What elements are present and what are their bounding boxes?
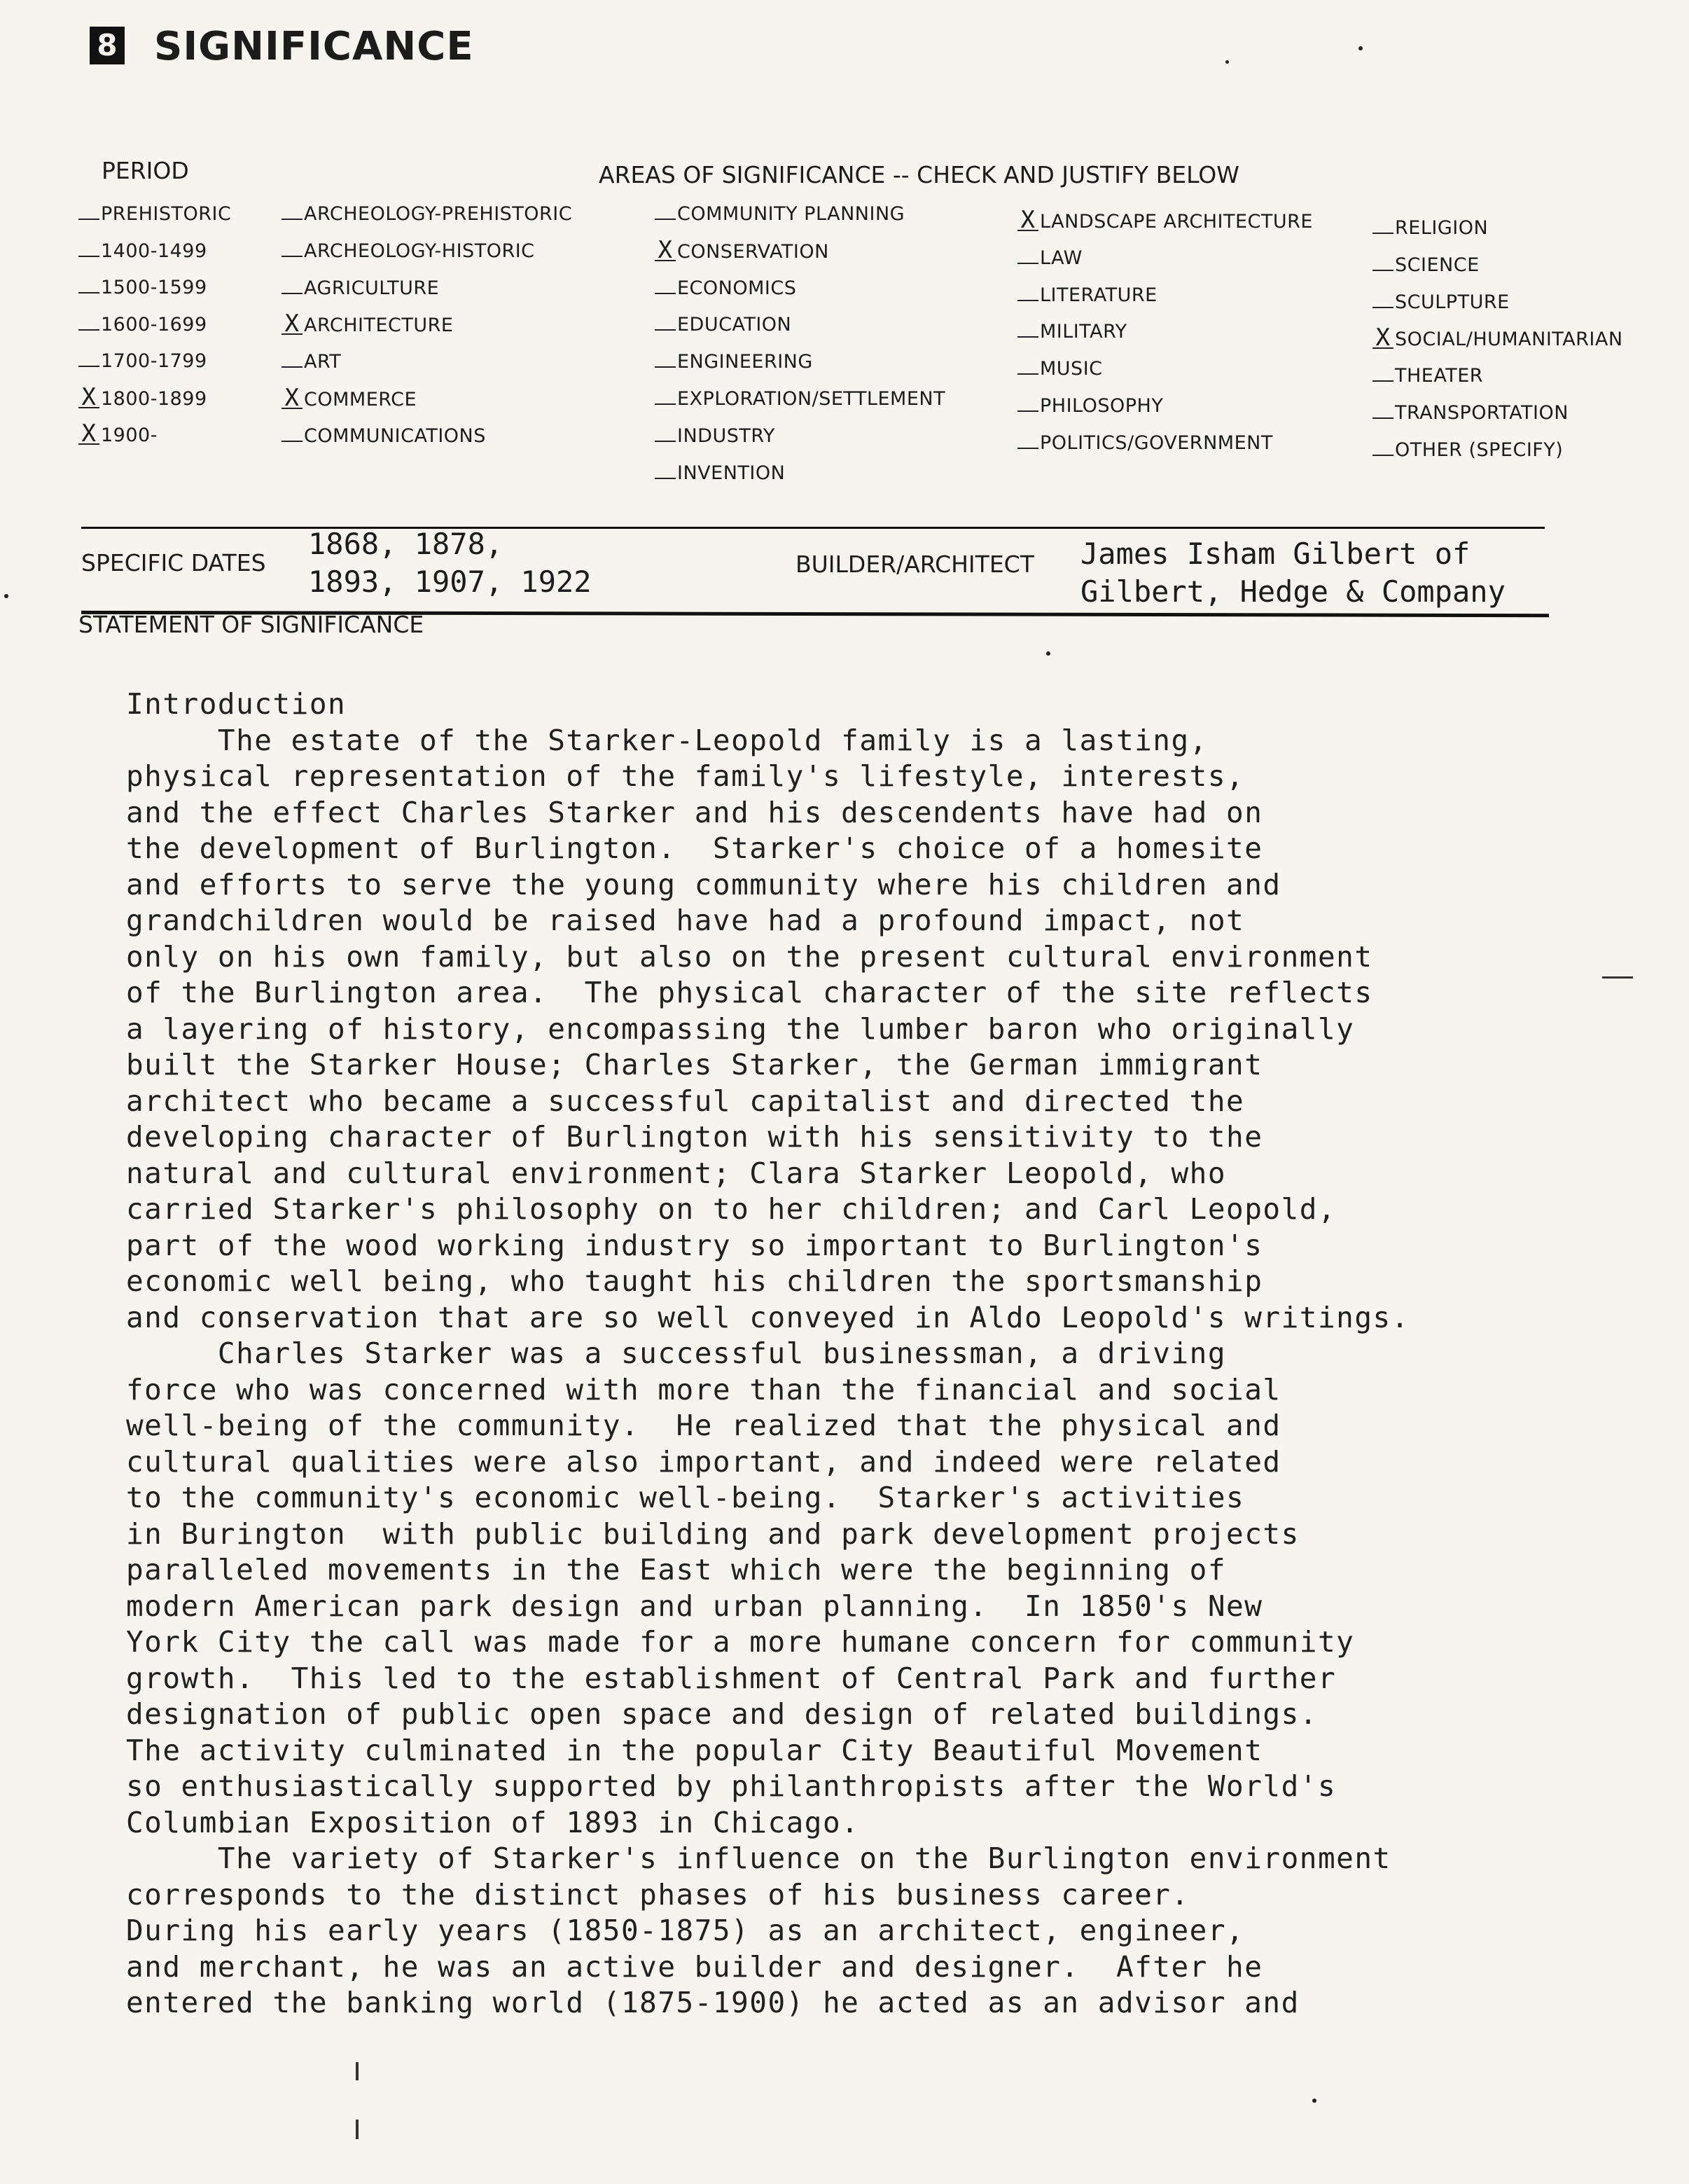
checklist-item <box>655 351 813 373</box>
checklist-label: EDUCATION <box>677 314 792 336</box>
statement-line: designation of public open space and design of related buildings. <box>126 1697 1318 1731</box>
statement-line: force who was concerned with more than the financial and social <box>126 1372 1281 1407</box>
statement-line: modern American park design and urban planning. In 1850's New <box>126 1589 1263 1623</box>
statement-line: so enthusiastically supported by philanthropists after the World's <box>126 1769 1337 1803</box>
statement-line: Charles Starker was a successful businessman, a driving <box>126 1336 1227 1370</box>
checklist-item <box>655 314 791 336</box>
statement-line: physical representation of the family's lifestyle, interests, <box>126 759 1245 793</box>
scan-speck <box>1225 60 1229 64</box>
checklist-item <box>1372 291 1510 313</box>
checklist-label: 1600-1699 <box>101 313 207 336</box>
statement-line: corresponds to the distinct phases of his business career. <box>126 1877 1190 1912</box>
checklist-label: MILITARY <box>1040 321 1127 343</box>
statement-line: and efforts to serve the young community where his children and <box>126 867 1281 901</box>
checklist-label: ECONOMICS <box>677 277 797 299</box>
checklist-item <box>78 420 158 448</box>
statement-line: only on his own family, but also on the present cultural environment <box>126 939 1373 974</box>
check-mark <box>78 243 99 257</box>
checklist-item <box>1372 402 1569 424</box>
statement-line: The estate of the Starker-Leopold family is a lasting, <box>126 723 1208 757</box>
statement-body <box>126 686 1653 2021</box>
statement-of-significance-label: STATEMENT OF SIGNIFICANCE <box>78 611 424 638</box>
checklist-item <box>78 382 207 411</box>
check-mark <box>1017 361 1038 375</box>
checklist-item <box>282 277 439 299</box>
check-mark <box>655 391 676 405</box>
check-mark: X <box>78 424 99 445</box>
check-mark: X <box>282 388 303 409</box>
check-mark: X <box>1017 210 1038 231</box>
check-mark <box>78 353 99 367</box>
statement-line: growth. This led to the establishment of Central Park and further <box>126 1661 1337 1695</box>
statement-line: cultural qualities were also important, and indeed were related <box>126 1444 1281 1479</box>
check-mark: X <box>1372 328 1393 349</box>
checklist-item <box>1017 321 1127 343</box>
statement-line: grandchildren would be raised have had a profound impact, not <box>126 904 1245 937</box>
statement-line: the development of Burlington. Starker's choice of a homesite <box>126 831 1263 865</box>
check-mark <box>1372 220 1393 234</box>
check-mark <box>78 279 99 293</box>
checklist-label: POLITICS/GOVERNMENT <box>1040 431 1273 454</box>
checklist-item <box>1372 439 1563 461</box>
check-mark <box>655 206 676 220</box>
statement-line: carried Starker's philosophy on to her children; and Carl Leopold, <box>126 1192 1337 1226</box>
checklist-item <box>655 277 796 299</box>
statement-line: well-being of the community. He realized that the physical and <box>126 1409 1281 1442</box>
check-mark <box>655 317 676 331</box>
checklist-item <box>1017 432 1273 454</box>
checklist-label: INDUSTRY <box>677 424 775 447</box>
statement-line: and the effect Charles Starker and his descendents have had on <box>126 795 1263 829</box>
check-mark <box>282 428 303 442</box>
checklist-item <box>1372 217 1488 239</box>
checklist-item <box>655 462 785 484</box>
checklist-label: TRANSPORTATION <box>1395 402 1569 424</box>
checklist-label: SCIENCE <box>1395 254 1480 276</box>
top-rule <box>81 527 1545 529</box>
builder-architect-value: James Isham Gilbert of Gilbert, Hedge & Company <box>1080 537 1506 609</box>
checklist-label: ARCHITECTURE <box>304 315 454 337</box>
checklist-label: INVENTION <box>677 462 786 484</box>
check-mark <box>1017 324 1038 338</box>
statement-line: The activity culminated in the popular City Beautiful Movement <box>126 1733 1263 1767</box>
checklist-item <box>282 384 417 412</box>
statement-line: architect who became a successful capitalist and directed the <box>126 1084 1245 1118</box>
statement-line: in Burington with public building and park development projects <box>126 1516 1300 1551</box>
checklist-label: RELIGION <box>1395 217 1489 239</box>
checklist-item <box>282 425 486 447</box>
checklist-label: EXPLORATION/SETTLEMENT <box>677 388 946 410</box>
checklist-label: ARCHEOLOGY-PREHISTORIC <box>304 203 573 225</box>
statement-line: Introduction <box>126 687 347 721</box>
checklist-item <box>1372 365 1483 387</box>
scan-mark <box>1602 976 1633 979</box>
checklist-item <box>1372 324 1623 352</box>
checklist-label: 1800-1899 <box>101 387 207 410</box>
statement-line: a layering of history, encompassing the lumber baron who originally <box>126 1011 1355 1046</box>
section-title: SIGNIFICANCE <box>154 24 474 69</box>
statement-line: part of the wood working industry so important to Burlington's <box>126 1228 1263 1262</box>
checklist-item <box>282 310 454 338</box>
checklist-label: 1500-1599 <box>101 277 207 298</box>
section-badge: 8 <box>90 27 125 64</box>
checklist-item <box>1017 395 1163 417</box>
checklist-item <box>78 277 207 298</box>
scan-speck <box>1358 46 1363 50</box>
check-mark <box>1372 257 1393 271</box>
checklist-label: ENGINEERING <box>677 351 813 373</box>
check-mark <box>282 206 303 220</box>
statement-line: During his early years (1850-1875) as an architect, engineer, <box>126 1914 1245 1947</box>
checklist-label: MUSIC <box>1040 358 1103 380</box>
scan-speck <box>1312 2099 1316 2103</box>
statement-line: of the Burlington area. The physical character of the site reflects <box>126 976 1373 1009</box>
checklist-item <box>282 203 572 225</box>
checklist-item <box>282 240 535 262</box>
checklist-label: 1700-1799 <box>101 350 207 372</box>
checklist-item <box>655 235 829 264</box>
checklist-item <box>78 240 207 262</box>
check-mark <box>78 317 99 331</box>
checklist-item <box>655 425 775 447</box>
areas-heading: AREAS OF SIGNIFICANCE -- CHECK AND JUSTIFY BELOW <box>599 161 1239 188</box>
statement-line: developing character of Burlington with his sensitivity to the <box>126 1120 1263 1154</box>
check-mark <box>655 465 676 479</box>
checklist-item <box>655 203 905 225</box>
check-mark <box>1017 287 1038 301</box>
checklist-label: SOCIAL/HUMANITARIAN <box>1395 329 1623 351</box>
checklist-label: PHILOSOPHY <box>1040 395 1164 417</box>
builder-architect-label: BUILDER/ARCHITECT <box>795 551 1034 578</box>
checklist-label: 1900- <box>101 424 158 446</box>
checklist-label: LAW <box>1040 247 1083 269</box>
statement-line: and merchant, he was an active builder and designer. After he <box>126 1949 1263 1984</box>
checklist-item <box>1017 206 1313 234</box>
checklist-label: SCULPTURE <box>1395 291 1510 313</box>
check-mark <box>78 206 99 220</box>
checklist-item <box>78 350 207 372</box>
checklist-label: COMMUNITY PLANNING <box>677 203 905 225</box>
checklist-item <box>655 388 945 410</box>
statement-line: entered the banking world (1875-1900) he acted as an advisor and <box>126 1986 1300 2019</box>
checklist-label: OTHER (SPECIFY) <box>1395 438 1564 461</box>
scan-speck <box>1046 651 1050 656</box>
checklist-label: LITERATURE <box>1040 284 1158 306</box>
statement-line: built the Starker House; Charles Starker, the German immigrant <box>126 1048 1263 1081</box>
checklist-item <box>1372 254 1480 276</box>
checklist-item <box>78 203 231 225</box>
check-mark <box>1372 442 1393 456</box>
checklist-label: COMMERCE <box>304 389 417 410</box>
scan-speck <box>4 594 8 598</box>
check-mark: X <box>655 240 676 261</box>
checklist-label: ART <box>304 351 342 373</box>
check-mark <box>1372 368 1393 382</box>
check-mark <box>282 280 303 294</box>
check-mark <box>1017 398 1038 412</box>
check-mark <box>655 280 676 294</box>
check-mark <box>1017 250 1038 264</box>
check-mark <box>282 243 303 257</box>
checklist-label: 1400-1499 <box>101 240 207 262</box>
check-mark <box>655 428 676 442</box>
checklist-label: CONSERVATION <box>677 240 829 263</box>
statement-line: economic well being, who taught his children the sportsmanship <box>126 1264 1263 1298</box>
check-mark: X <box>282 314 303 335</box>
statement-line: Columbian Exposition of 1893 in Chicago. <box>126 1805 860 1839</box>
checklist-item <box>282 351 341 373</box>
check-mark <box>1017 435 1038 449</box>
check-mark <box>1372 294 1393 308</box>
scan-mark <box>356 2062 359 2080</box>
check-mark <box>655 354 676 368</box>
check-mark <box>1372 405 1393 419</box>
checklist-label: PREHISTORIC <box>101 203 232 225</box>
scan-mark <box>356 2120 359 2139</box>
checklist-label: THEATER <box>1395 365 1484 387</box>
checklist-label: ARCHEOLOGY-HISTORIC <box>304 240 535 262</box>
checklist-item <box>1017 358 1103 380</box>
specific-dates-label: SPECIFIC DATES <box>81 549 266 576</box>
check-mark <box>282 354 303 368</box>
statement-line: The variety of Starker's influence on the Burlington environment <box>126 1841 1391 1875</box>
statement-line: York City the call was made for a more humane concern for community <box>126 1625 1355 1659</box>
checklist-item <box>1017 284 1158 306</box>
checklist-item <box>78 314 207 336</box>
specific-dates-value: 1868, 1878, 1893, 1907, 1922 <box>308 527 592 599</box>
period-heading: PERIOD <box>102 157 189 184</box>
statement-line: paralleled movements in the East which were the beginning of <box>126 1553 1227 1587</box>
checklist-label: LANDSCAPE ARCHITECTURE <box>1040 211 1313 233</box>
statement-line: natural and cultural environment; Clara Starker Leopold, who <box>126 1156 1227 1190</box>
checklist-label: AGRICULTURE <box>304 277 440 299</box>
statement-line: to the community's economic well-being. Starker's activities <box>126 1481 1245 1514</box>
check-mark: X <box>78 387 99 408</box>
checklist-label: COMMUNICATIONS <box>304 424 486 447</box>
checklist-item <box>1017 247 1083 269</box>
statement-line: and conservation that are so well conveyed in Aldo Leopold's writings. <box>126 1300 1410 1334</box>
